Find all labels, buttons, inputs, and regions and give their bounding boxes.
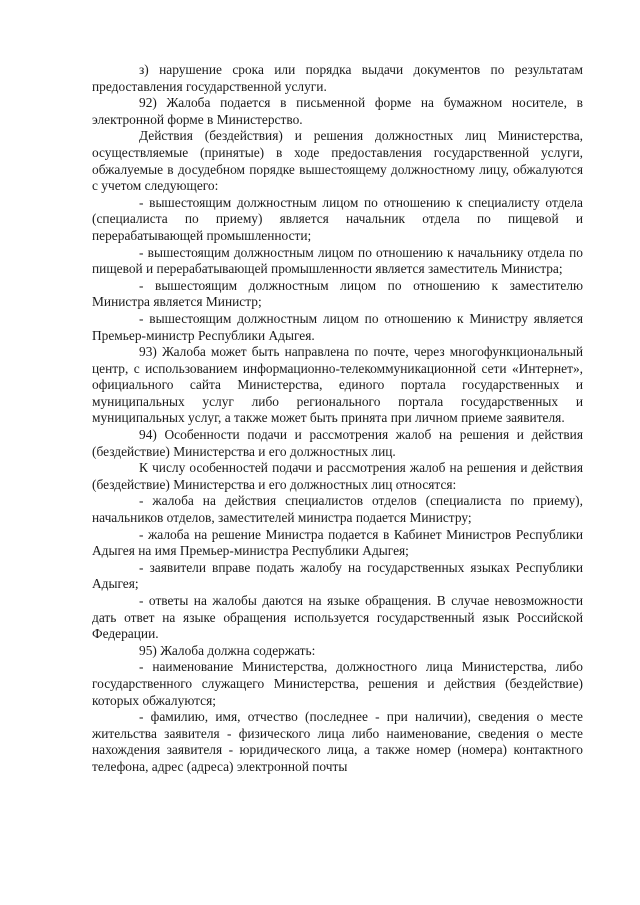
- list-item-answers-language: - ответы на жалобы даются на языке обращения. В случае невозможности дать ответ на языке обращения используется государственный язык Российской Федерации.: [92, 593, 583, 642]
- paragraph-features-intro: К числу особенностей подачи и рассмотрения жалоб на решения и действия (бездействие) Министерства и его должностных лиц относятся:: [92, 460, 583, 492]
- list-item-languages: - заявители вправе подать жалобу на государственных языках Республики Адыгея;: [92, 559, 583, 592]
- document-page: [92, 62, 583, 776]
- list-item-department-head: - вышестоящим должностным лицом по отношению к начальнику отдела по пищевой и перерабатывающей промышленности является заместитель Министра;: [92, 244, 583, 277]
- list-item-complaint-to-minister: - жалоба на действия специалистов отделов (специалиста по приему), начальников отделов, заместителей министра подается Министру;: [92, 493, 583, 526]
- list-item-specialist: - вышестоящим должностным лицом по отношению к специалисту отдела (специалиста по приему) является начальник отдела по пищевой и перерабатывающей промышленности;: [92, 194, 583, 243]
- paragraph-z-violation: з) нарушение срока или порядка выдачи документов по результатам предоставления государственной услуги.: [92, 62, 583, 94]
- list-item-complaint-to-cabinet: - жалоба на решение Министра подается в Кабинет Министров Республики Адыгея на имя Премьер-министра Республики Адыгея;: [92, 526, 583, 559]
- paragraph-92: 92) Жалоба подается в письменной форме на бумажном носителе, в электронной форме в Министерство.: [92, 95, 583, 127]
- paragraph-actions-appeal: Действия (бездействия) и решения должностных лиц Министерства, осуществляемые (принятые) в ходе предоставления государственной услуги, обжалуемые в досудебном порядке вышестоящему должностному лицу, обжалуются с учетом следующего:: [92, 128, 583, 194]
- list-item-applicant-details: - фамилию, имя, отчество (последнее - при наличии), сведения о месте жительства заявителя - физического лица либо наименование, сведения о месте нахождения заявителя - юридического лица, а также номер (номера) контактного телефона, адрес (адреса) электронной почты: [92, 709, 583, 774]
- paragraph-93: 93) Жалоба может быть направлена по почте, через многофункциональный центр, с использованием информационно-телекоммуникационной сети «Интернет», официального сайта Министерства, единого портала государственных и муниципальных услуг либо регионального портала государственных и муниципальных услуг, а также может быть принята при личном приеме заявителя.: [92, 344, 583, 426]
- paragraph-94: 94) Особенности подачи и рассмотрения жалоб на решения и действия (бездействие) Министерства и его должностных лиц.: [92, 427, 583, 459]
- list-item-deputy-minister: - вышестоящим должностным лицом по отношению к заместителю Министра является Министр;: [92, 277, 583, 310]
- list-item-name-of-ministry: - наименование Министерства, должностного лица Министерства, либо государственного служащего Министерства, решения и действия (бездействие) которых обжалуются;: [92, 659, 583, 708]
- paragraph-95: 95) Жалоба должна содержать:: [139, 642, 316, 658]
- list-item-minister: - вышестоящим должностным лицом по отношению к Министру является Премьер-министр Республики Адыгея.: [92, 310, 583, 343]
